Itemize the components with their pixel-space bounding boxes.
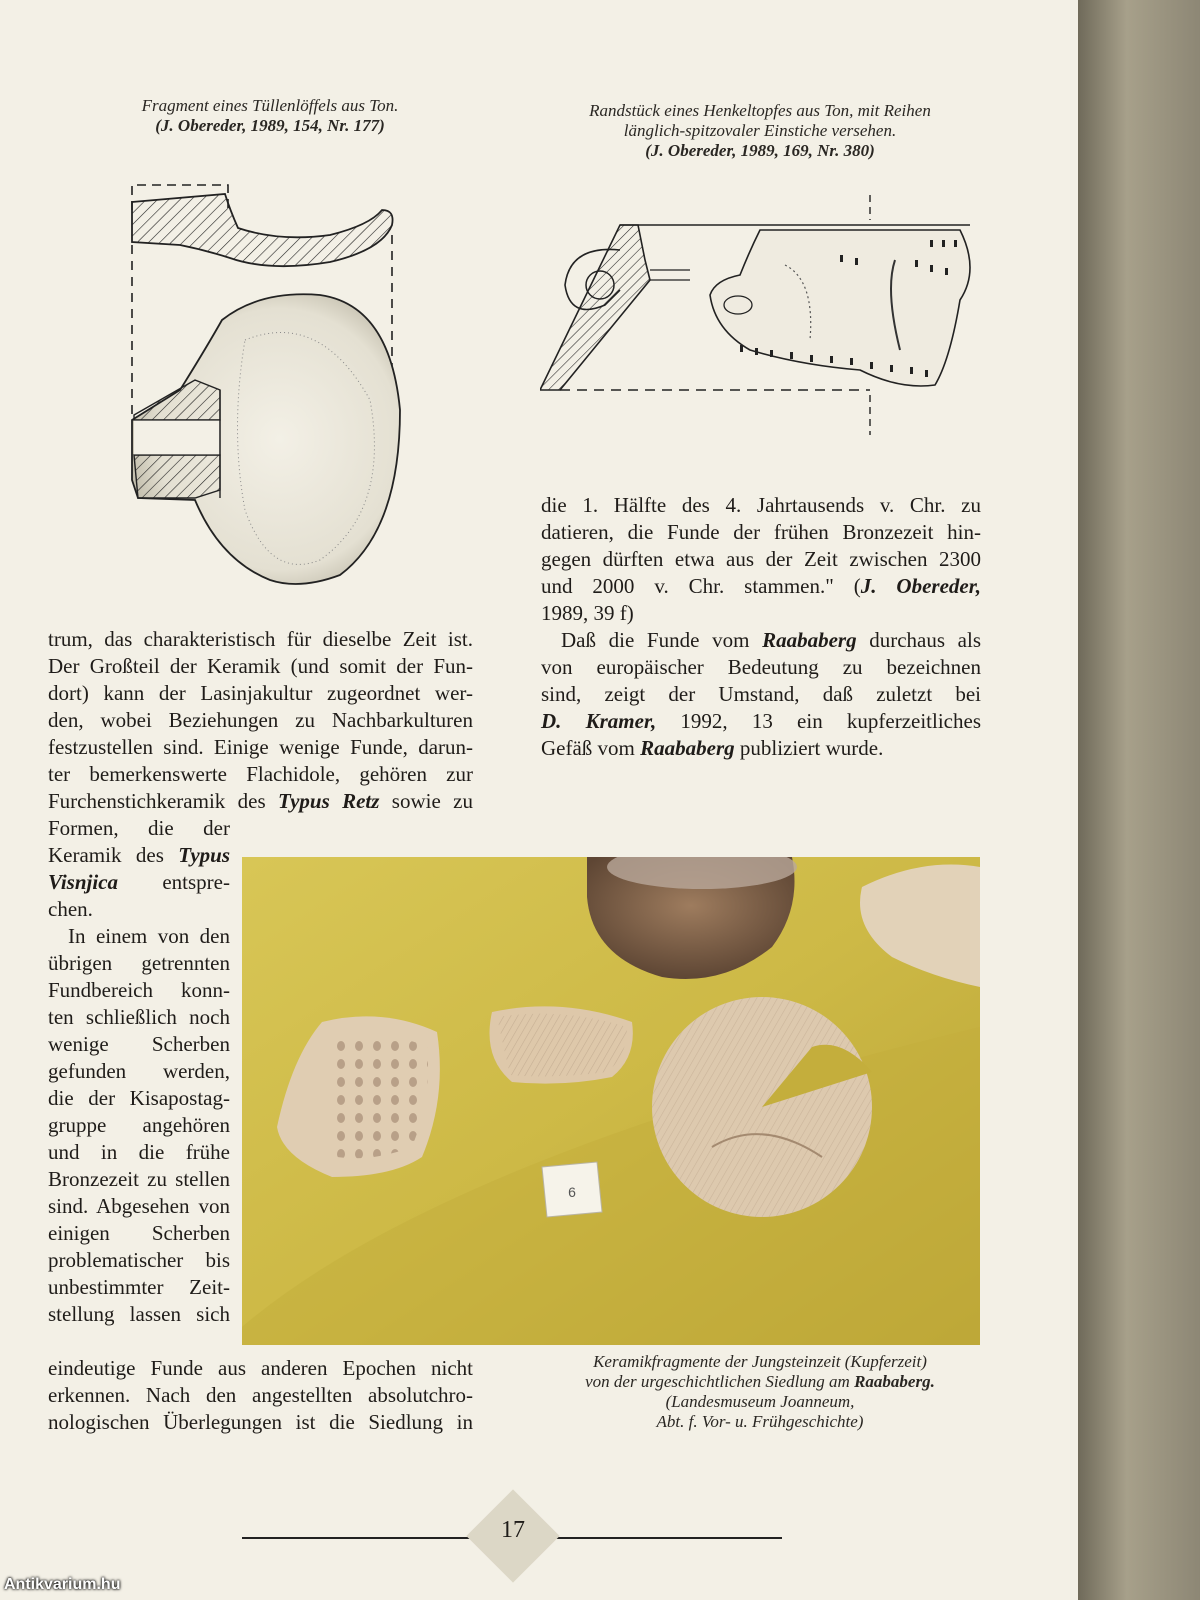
typus-retz: Typus Retz [278,789,380,813]
left-line6: ter bemerkenswerte Flachidole, gehören zur [48,762,473,786]
left-bottom-line1: eindeutige Funde aus anderen Epochen nicht [48,1356,473,1380]
narrow-line-7: die der Kisapostag- [48,1086,230,1110]
caption-photo-raababerg: Raababerg. [854,1372,935,1391]
caption-spoon-line2: (J. Obereder, 1989, 154, Nr. 177) [155,116,385,135]
narrow-line-b1: Keramik des [48,843,179,867]
left-line4: den, wobei Beziehungen zu Nachbarkulturen [48,708,473,732]
right-p2-line1c: durchaus als [856,628,981,652]
caption-photo-line1: Keramikfragmente der Jungsteinzeit (Kupferzeit) [593,1352,927,1371]
watermark: Antikvarium.hu [4,1576,121,1593]
left-line7a: Furchenstichkeramik des [48,789,279,813]
right-p1-line3: gegen dürften etwa aus der Zeit zwischen 2300 [541,547,981,571]
spoon-fragment-drawing [120,180,420,600]
right-p2-line1a: Daß die Funde vom [561,628,763,652]
left-line2: Der Großteil der Keramik (und somit der Fun- [48,654,473,678]
left-bottom-line2: erkennen. Nach den angestellten absolutchro- [48,1383,473,1407]
right-p2-line3: sind, zeigt der Umstand, daß zuletzt bei [541,682,981,706]
narrow-line-12: einigen Scherben [48,1221,230,1245]
left-column-text-narrow [48,815,230,1328]
caption-photo [540,1352,980,1432]
caption-photo-line2a: von der urgeschichtlichen Siedlung am [585,1372,855,1391]
narrow-line-13: problematischer bis [48,1248,230,1272]
narrow-line-11: sind. Abgesehen von [48,1194,230,1218]
caption-spoon-fragment [90,96,450,136]
page-edge-background [1078,0,1200,1600]
right-p2-line4b: 1992, 13 ein kupferzeitliches [656,709,981,733]
narrow-line-1: In einem von den [68,924,230,948]
narrow-line-a: Formen, die der [48,816,230,840]
left-bottom-line3: nologischen Überlegungen ist die Siedlung in [48,1410,473,1434]
narrow-line-c2: entspre- [118,870,230,894]
narrow-line-3: Fundbereich konn- [48,978,230,1002]
caption-pot-line1: Randstück eines Henkeltopfes aus Ton, mit Reihen [589,101,931,120]
narrow-line-10: Bronzezeit zu stellen [48,1167,230,1191]
right-p1-line5: 1989, 39 f) [541,601,634,625]
narrow-line-15: stellung lassen sich [48,1302,230,1326]
pot-fragment-drawing [540,190,1000,440]
narrow-line-14: unbestimmter Zeit- [48,1275,230,1299]
left-column-text-bottom [48,1355,473,1436]
right-p2-line5c: publiziert wurde. [734,736,884,760]
left-line5: festzustellen sind. Einige wenige Funde, darun- [48,735,473,759]
author-ref-kramer: D. Kramer, [541,709,657,733]
right-p1-line1: die 1. Hälfte des 4. Jahrtausends v. Chr. zu [541,493,981,517]
narrow-line-9: und in die frühe [48,1140,230,1164]
narrow-line-2: übrigen getrennten [48,951,230,975]
page-number: 17 [501,1517,525,1543]
left-line1: trum, das charakteristisch für dieselbe Zeit ist. [48,627,473,651]
caption-pot-line2: länglich-spitzovaler Einstiche versehen. [623,121,897,140]
narrow-line-d: chen. [48,897,93,921]
place-raababerg-2: Raababerg [640,736,735,760]
ceramic-fragments-photo [242,857,980,1345]
visnjica-label: Visnjica [48,870,119,894]
caption-photo-line4: Abt. f. Vor- u. Frühgeschichte) [656,1412,864,1431]
author-ref-obereder: J. Obereder, [860,574,981,598]
footer-rule-left [242,1537,477,1539]
photo-number-label: 6 [568,1184,576,1200]
narrow-line-5: wenige Scherben [48,1032,230,1056]
right-p1-line2: datieren, die Funde der frühen Bronzezeit hin- [541,520,981,544]
caption-spoon-line1: Fragment eines Tüllenlöffels aus Ton. [141,96,399,115]
left-line3: dort) kann der Lasinjakultur zugeordnet wer- [48,681,473,705]
right-p2-line2: von europäischer Bedeutung zu bezeichnen [541,655,981,679]
caption-pot-fragment [540,101,980,161]
right-p2-line5a: Gefäß vom [541,736,641,760]
narrow-line-6: gefunden werden, [48,1059,230,1083]
place-raababerg-1: Raababerg [762,628,857,652]
left-line7c: sowie zu [379,789,473,813]
caption-pot-line3: (J. Obereder, 1989, 169, Nr. 380) [645,141,875,160]
caption-photo-line3: (Landesmuseum Joanneum, [665,1392,855,1411]
typus-label: Typus [178,843,230,867]
left-column-text-top [48,626,473,815]
narrow-line-4: ten schließlich noch [48,1005,230,1029]
right-column-text [541,492,981,762]
narrow-line-8: gruppe angehören [48,1113,230,1137]
right-p1-line4a: und 2000 v. Chr. stammen." ( [541,574,861,598]
footer-rule-right [550,1537,782,1539]
